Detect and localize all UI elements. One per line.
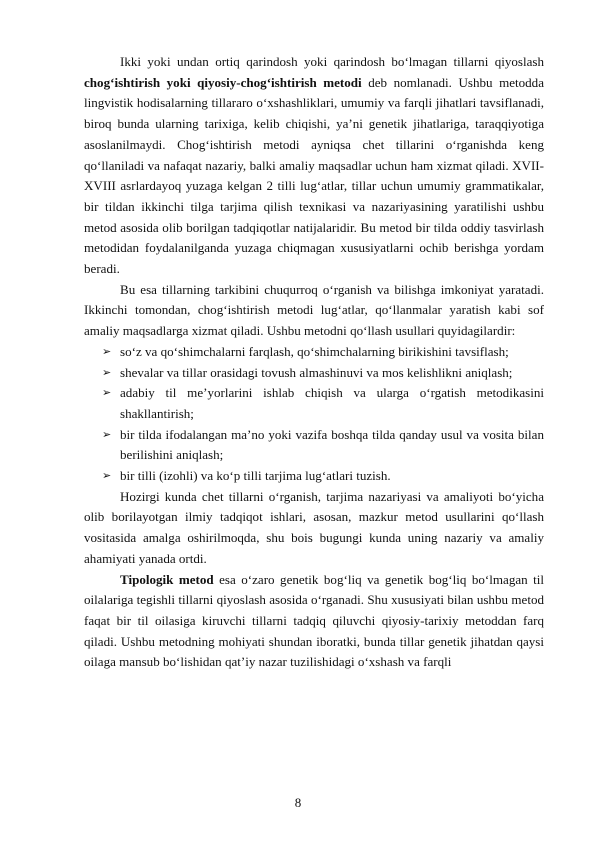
paragraph-comparative-method xyxy=(84,52,544,280)
term-typological-method: Tipologik metod xyxy=(120,571,214,587)
arrowhead-bullet-icon: ➢ xyxy=(102,386,112,400)
list-item xyxy=(84,342,544,363)
page-number: 8 xyxy=(294,795,302,810)
list-item xyxy=(84,466,544,487)
paragraph-method-usage: Bu esa tillarning tarkibini chuqurroq o‘rganish va bilishga imkoniyat yaratadi. Ikkinchi tomondan, chog‘ishtirish metodi lug‘atlar, qo‘llanmalar yaratish kabi sof amaliy maqsadlarga xizmat qiladi. Ushbu metodni qo‘llash usullari quyidagilardir: xyxy=(84,281,544,339)
arrowhead-bullet-icon: ➢ xyxy=(102,344,112,358)
list-item xyxy=(84,383,544,424)
arrowhead-bullet-icon: ➢ xyxy=(102,427,112,441)
list-item-text: bir tilda ifodalangan ma’no yoki vazifa boshqa tilda qanday usul va vosita bilan berilishini aniqlash; xyxy=(120,426,544,463)
list-item-text: so‘z va qo‘shimchalarni farqlash, qo‘shimchalarning birikishini tavsiflash; xyxy=(120,343,509,359)
arrowhead-bullet-icon: ➢ xyxy=(102,469,112,483)
list-item-text: shevalar va tillar orasidagi tovush almashinuvi va mos kelishlikni aniqlash; xyxy=(120,364,513,380)
document-page xyxy=(84,52,544,673)
list-item xyxy=(84,363,544,384)
term-comparative-method: chog‘ishtirish yoki qiyosiy-chog‘ishtirish metodi xyxy=(84,74,362,90)
paragraph-4-text-after: esa o‘zaro genetik bog‘liq va genetik bog‘liq bo‘lmagan til oilalariga tegishli tillarni qiyoslash asosida o‘rganadi. Shu xususiyati bilan ushbu metod faqat bir til oilasiga kiruvchi tillarni tadqiq qiluvchi qiyosiy-tarixiy metoddan farq qiladi. Ushbu metodning mohiyati shundan iboratki, bunda tillar genetik jihatdan qaysi oilaga mansub bo‘lishidan qat’iy nazar tuzilishidagi o‘xshash va farqli xyxy=(84,571,544,670)
list-item-text: adabiy til me’yorlarini ishlab chiqish va ularga o‘rgatish metodikasini shakllantirish; xyxy=(120,385,544,421)
method-usage-list xyxy=(84,342,544,487)
arrowhead-bullet-icon: ➢ xyxy=(102,365,112,379)
paragraph-typological-method xyxy=(84,570,544,674)
paragraph-1-text-after: deb nomlanadi. Ushbu metodda lingvistik hodisalarning tillararo o‘xshashliklari, umumiy va farqli jihatlari tavsiflanadi, biroq bunda ularning tarixiga, kelib chiqishi, ya’ni genetik jihatlariga, taraqqiyotiga asoslanilmaydi. Chog‘ishtirish metodi ayniqsa chet tillarini o‘rganishda keng qo‘llaniladi va nafaqat nazariy, balki amaliy maqsadlar uchun ham xizmat qiladi. XVII-XVIII asrlardayoq yuzaga kelgan 2 tilli lug‘atlar, tillar uchun umumiy grammatikalar, bir tildan ikkinchi tilga tarjima qilish texnikasi va nazariyasining yaratilishi ushbu metod asosida olib borilgan tadqiqotlar natijalaridir. Bu metod bir tilda oddiy tasvirlash metodidan foydalanilganda yuzaga chiqmagan xususiyatlarni ochib berishga yordam beradi. xyxy=(84,74,545,277)
list-item-text: bir tilli (izohli) va ko‘p tilli tarjima lug‘atlari tuzish. xyxy=(120,468,391,484)
paragraph-1-text-before: Ikki yoki undan ortiq qarindosh yoki qarindosh bo‘lmagan tillarni qiyoslash xyxy=(120,54,544,69)
paragraph-current-research: Hozirgi kunda chet tillarni o‘rganish, tarjima nazariyasi va amaliyoti bo‘yicha olib borilayotgan ilmiy tadqiqot ishlari, asosan, mazkur metod usullarini qo‘llash vositasida amalga oshirilmoqda, shu bois bugungi kunda uning nazariy va amaliy ahamiyati yanada ortdi. xyxy=(84,488,544,566)
list-item xyxy=(84,425,544,466)
